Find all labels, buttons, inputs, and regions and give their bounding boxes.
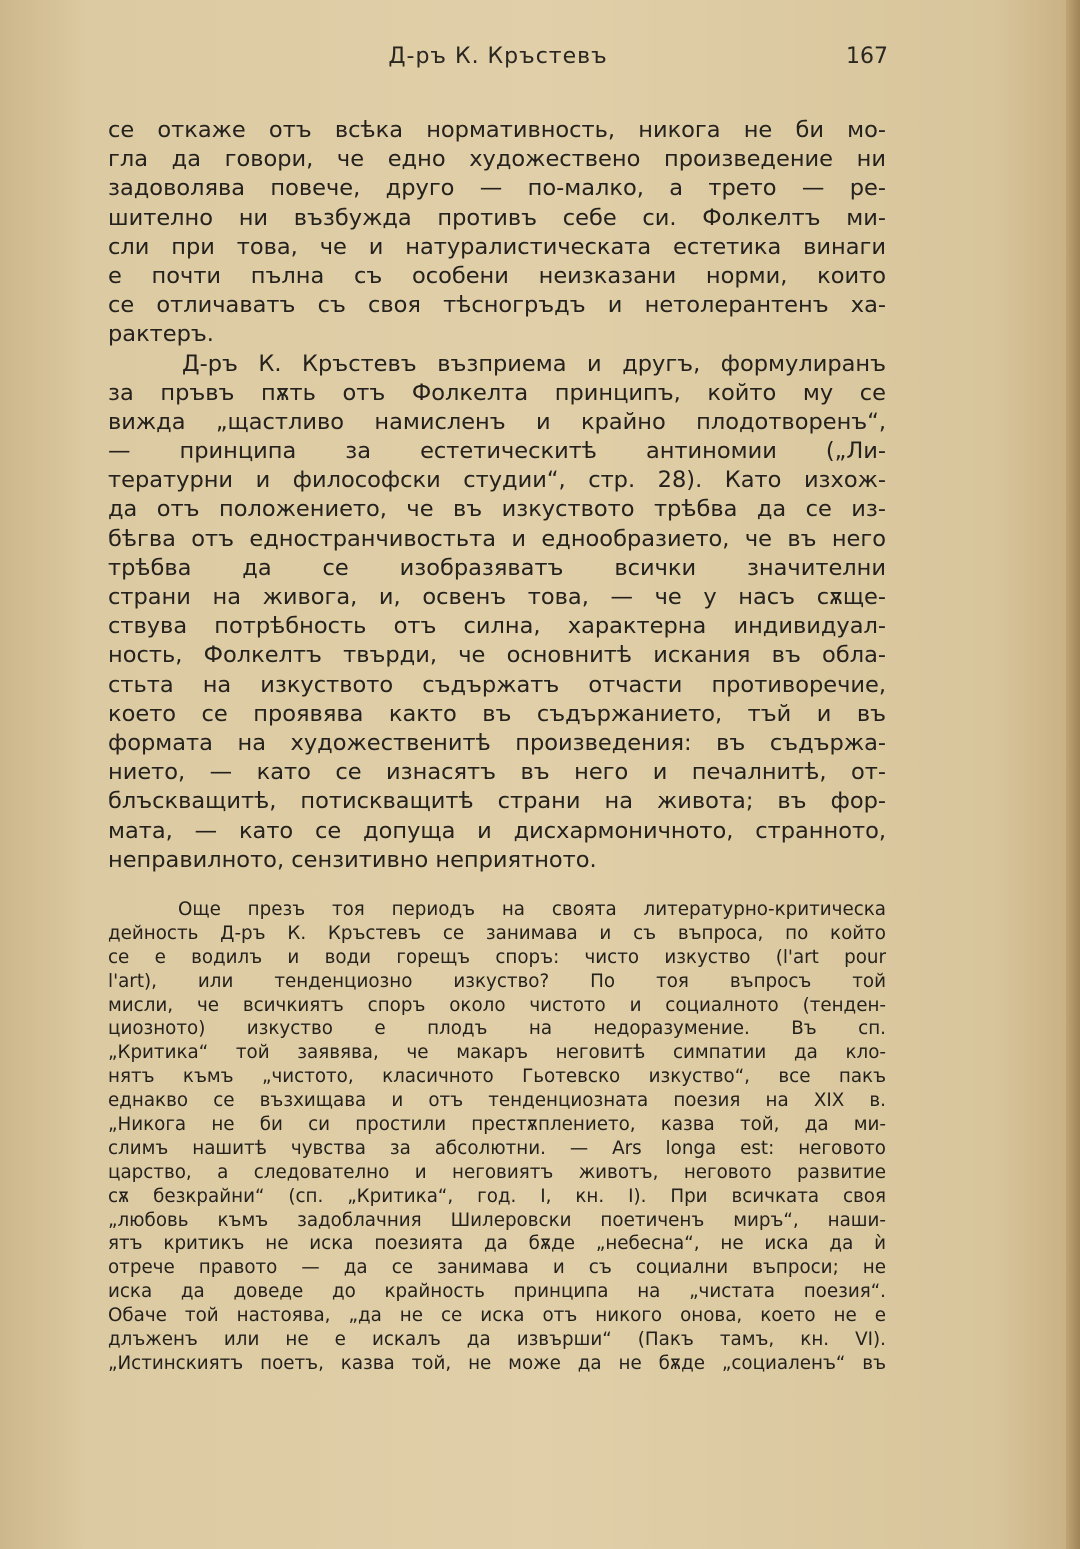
footnote-line: „Никога не би си простили престѫплението, казва той, да ми- [108, 1114, 886, 1136]
footnote-line: дейность Д-ръ К. Кръстевъ се занимава и съ въпроса, по който [108, 922, 886, 944]
running-head: Д-ръ К. Кръстевъ [388, 44, 608, 69]
text-line: блъскващитѣ, потискващитѣ страни на живота; въ фор- [108, 788, 886, 815]
text-line: стьта на изкуството съдържатъ отчасти противоречие, [108, 671, 886, 698]
text-line: се отличаватъ съ своя тѣсногръдъ и нетолерантенъ ха- [108, 292, 886, 319]
text-line: нието, — като се изнасятъ въ него и печалнитѣ, от- [108, 759, 886, 786]
text-line: задоволява повече, друго — по-малко, а трето — ре- [108, 175, 886, 202]
footnote-line: „любовь къмъ задоблачния Шилеровски поетиченъ миръ“, наши- [108, 1209, 886, 1231]
page-header [108, 44, 888, 74]
text-line: мата, — като се допуща и дисхармоничното, странното, [108, 817, 886, 844]
footnote-line: Още презъ тоя периодъ на своята литературно-критическа [178, 899, 886, 920]
text-line: — принципа за естетическитѣ антиномии („Ли- [108, 438, 886, 465]
text-line: което се проявява както въ съдържанието, тъй и въ [108, 700, 886, 727]
page-edge-shadow [1066, 0, 1080, 1549]
text-line: ствува потрѣбность отъ силна, характерна индивидуал- [108, 613, 886, 640]
footnote-line: „Критика“ той заявява, че макаръ неговитѣ симпатии да кло- [108, 1042, 886, 1064]
text-line: страни на живога, и, освенъ това, — че у насъ сѫще- [108, 584, 886, 610]
page-number: 167 [846, 44, 888, 69]
text-line: ность, Фолкелтъ твърди, че основнитѣ искания въ обла- [108, 642, 886, 669]
footnote-line: отрече правото — да се занимава и съ социални въпроси; не [108, 1257, 886, 1279]
text-line: рактеръ. [108, 321, 214, 348]
footnote-line: нятъ къмъ „чистото, класичното Гьотевско изкуство“, все пакъ [108, 1066, 886, 1088]
main-text [108, 116, 886, 875]
footnote-line: мисли, че всичкиятъ споръ около чистото и социалното (тенден- [108, 994, 886, 1016]
footnote-line: ятъ критикъ не иска поезията да бѫде „небесна“, не иска да ѝ [108, 1233, 886, 1255]
footnote-line: слимъ нашитѣ чувства за абсолютни. — Ars longa est: неговото [108, 1137, 886, 1159]
text-line: бѣгва отъ едностранчивостьта и еднообразието, че въ него [108, 525, 886, 552]
footnote-line: Обаче той настоява, „да не се иска отъ никого онова, което не е [108, 1305, 886, 1327]
text-line: шително ни възбужда противъ себе си. Фолкелтъ ми- [108, 204, 886, 231]
text-line: тературни и философски студии“, стр. 28). Като изхож- [108, 467, 886, 494]
text-line: трѣбва да се изобразяватъ всички значителни [108, 554, 886, 581]
footnote-line: царство, а следователно и неговиятъ животъ, неговото развитие [108, 1161, 886, 1183]
text-line: формата на художественитѣ произведения: въ съдържа- [108, 729, 886, 756]
footnote-line: сѫ безкрайни“ (сп. „Критика“, год. I, кн. I). При всичката своя [108, 1185, 886, 1207]
footnote-line: се е водилъ и води горещъ споръ: чисто изкуство (l'art pour [108, 946, 886, 968]
footnote-line: l'art), или тенденциозно изкуство? По тоя въпросъ той [108, 970, 886, 992]
text-line: сли при това, че и натуралистическата естетика винаги [108, 233, 886, 260]
footnote-line: длъженъ или не е искалъ да извърши“ (Пакъ тамъ, кн. VI). [108, 1329, 886, 1351]
footnote-line: „Истинскиятъ поетъ, казва той, не може да не бѫде „социаленъ“ въ [108, 1352, 886, 1374]
footnote-line: еднакво се възхищава и отъ тенденциозната поезия на XIX в. [108, 1090, 886, 1112]
footnote-line: циозното) изкуство е плодъ на недоразумение. Въ сп. [108, 1018, 886, 1040]
text-line: е почти пълна съ особени неизказани норми, които [108, 262, 886, 289]
text-line: гла да говори, че едно художествено произведение ни [108, 146, 886, 173]
text-line: за пръвъ пѫть отъ Фолкелта принципъ, който му се [108, 379, 886, 406]
text-line: да отъ положението, че въ изкуството трѣбва да се из- [108, 496, 886, 523]
text-line: вижда „щастливо намисленъ и крайно плодотворенъ“, [108, 408, 886, 435]
text-line: Д-ръ К. Кръстевъ възприема и другъ, формулиранъ [182, 350, 886, 377]
text-line: неправилното, сензитивно неприятното. [108, 846, 597, 873]
footnote-line: иска да доведе до крайность принципа на „чистата поезия“. [108, 1281, 886, 1303]
text-line: се откаже отъ всѣка нормативность, никога не би мо- [108, 117, 886, 143]
footnote-text [108, 898, 886, 1376]
